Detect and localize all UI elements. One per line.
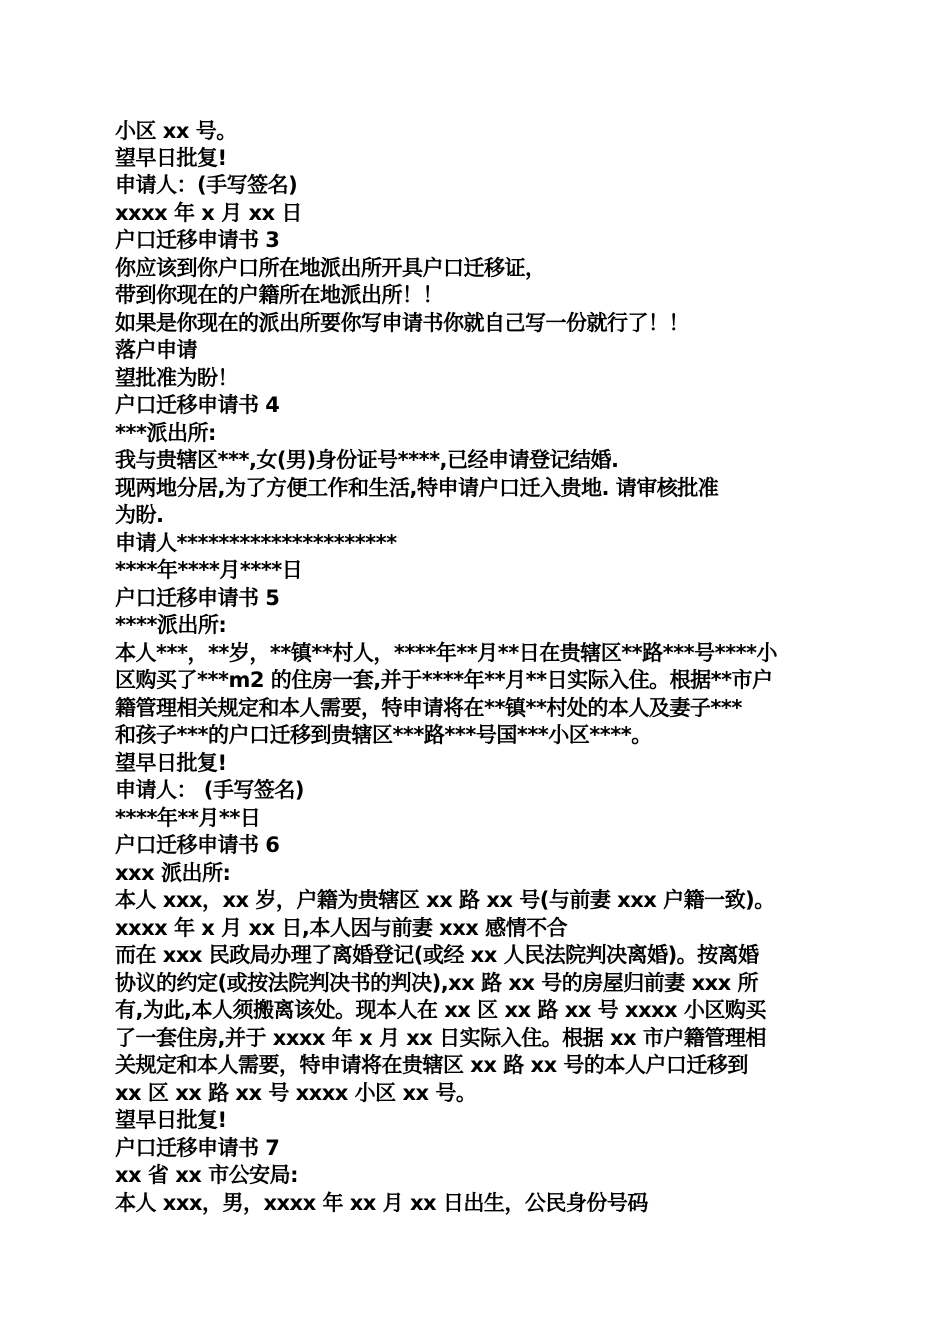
- text-line: ****年****月****日: [115, 558, 303, 582]
- text-line: 籍管理相关规定和本人需要，特申请将在**镇**村处的本人及妻子***: [115, 696, 742, 720]
- section-heading: 户口迁移申请书 4: [115, 393, 280, 417]
- text-line: xxx 派出所:: [115, 861, 231, 885]
- text-line: 望批准为盼！: [115, 366, 238, 390]
- text-line: 你应该到你户口所在地派出所开具户口迁移证，: [115, 256, 546, 280]
- text-line: 和孩子***的户口迁移到贵辖区***路***号国***小区****。: [115, 723, 652, 747]
- text-line: 为盼.: [115, 503, 164, 527]
- section-heading: 户口迁移申请书 5: [115, 586, 280, 610]
- text-line: 了一套住房,并于 xxxx 年 x 月 xx 日实际入住。根据 xx 市户籍管理相: [115, 1026, 766, 1050]
- text-line: 望早日批复!: [115, 1108, 227, 1132]
- text-line: 落户申请: [115, 338, 197, 362]
- text-line: 本人 xxx，男，xxxx 年 xx 月 xx 日出生，公民身份号码: [115, 1191, 648, 1215]
- section-heading: 户口迁移申请书 7: [115, 1136, 280, 1160]
- text-line: 本人 xxx，xx 岁，户籍为贵辖区 xx 路 xx 号(与前妻 xxx 户籍一致)。: [115, 888, 775, 912]
- text-line: xx 区 xx 路 xx 号 xxxx 小区 xx 号。: [115, 1081, 477, 1105]
- text-line: ****派出所:: [115, 613, 227, 637]
- text-line: 关规定和本人需要，特申请将在贵辖区 xx 路 xx 号的本人户口迁移到: [115, 1053, 748, 1077]
- text-line: 如果是你现在的派出所要你写申请书你就自己写一份就行了！！: [115, 311, 689, 335]
- text-line: 带到你现在的户籍所在地派出所！！: [115, 283, 443, 307]
- text-line: 小区 xx 号。: [115, 119, 237, 143]
- text-line: 区购买了***m2 的住房一套,并于****年**月**日实际入住。根据**市户: [115, 668, 773, 692]
- section-heading: 户口迁移申请书 6: [115, 833, 280, 857]
- text-line: 而在 xxx 民政局办理了离婚登记(或经 xx 人民法院判决离婚)。按离婚: [115, 943, 759, 967]
- text-line: 协议的约定(或按法院判决书的判决),xx 路 xx 号的房屋归前妻 xxx 所: [115, 971, 759, 995]
- text-line: xxxx 年 x 月 xx 日: [115, 201, 302, 225]
- text-line: 望早日批复!: [115, 146, 227, 170]
- text-line: ****年**月**日: [115, 806, 261, 830]
- text-line: 申请人： (手写签名): [115, 778, 305, 802]
- text-line: 我与贵辖区***,女(男)身份证号****,已经申请登记结婚.: [115, 448, 619, 472]
- text-line: 望早日批复!: [115, 751, 227, 775]
- text-line: 现两地分居,为了方便工作和生活,特申请户口迁入贵地. 请审核批准: [115, 476, 719, 500]
- text-line: ***派出所:: [115, 421, 216, 445]
- section-heading: 户口迁移申请书 3: [115, 228, 280, 252]
- text-line: 申请人：(手写签名): [115, 173, 298, 197]
- text-line: xx 省 xx 市公安局:: [115, 1163, 299, 1187]
- text-line: xxxx 年 x 月 xx 日,本人因与前妻 xxx 感情不合: [115, 916, 568, 940]
- text-line: 申请人*********************: [115, 531, 397, 555]
- text-line: 本人***，**岁，**镇**村人，****年**月**日在贵辖区**路***号****小: [115, 641, 778, 665]
- text-line: 有,为此,本人须搬离该处。现本人在 xx 区 xx 路 xx 号 xxxx 小区购买: [115, 998, 766, 1022]
